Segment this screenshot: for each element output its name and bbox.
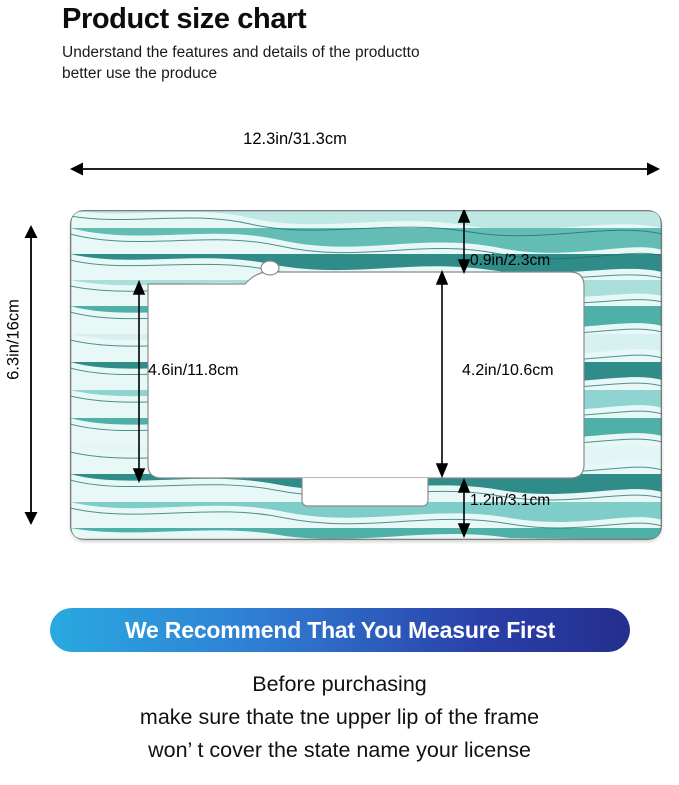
page-subtitle (62, 42, 492, 84)
size-chart-diagram (0, 100, 679, 580)
outer-height-label: 6.3in/16cm (4, 299, 23, 380)
page-title: Product size chart (62, 3, 307, 35)
screw-hole-top-left (261, 261, 279, 275)
bottom-notch (302, 478, 428, 506)
footer-line-1: Before purchasing (252, 672, 427, 696)
window-height-left-label: 4.6in/11.8cm (148, 362, 239, 379)
outer-height-arrow (30, 225, 32, 525)
recommendation-banner: We Recommend That You Measure First (50, 608, 630, 652)
outer-width-arrow (70, 168, 660, 170)
bottom-border-label: 1.2in/3.1cm (470, 492, 551, 509)
footer-line-3: won’ t cover the state name your license (148, 738, 531, 762)
top-border-label: 0.9in/2.3cm (470, 252, 551, 269)
page-subtitle-line-1: Understand the features and details of the productto (62, 44, 420, 61)
footer-line-2: make sure thate tne upper lip of the frame (139, 705, 540, 729)
header (62, 0, 622, 84)
outer-width-label: 12.3in/31.3cm (243, 130, 347, 148)
window-height-right-label: 4.2in/10.6cm (462, 362, 554, 379)
page-subtitle-line-2: better use the produce (62, 65, 218, 82)
footer-note (0, 668, 679, 767)
